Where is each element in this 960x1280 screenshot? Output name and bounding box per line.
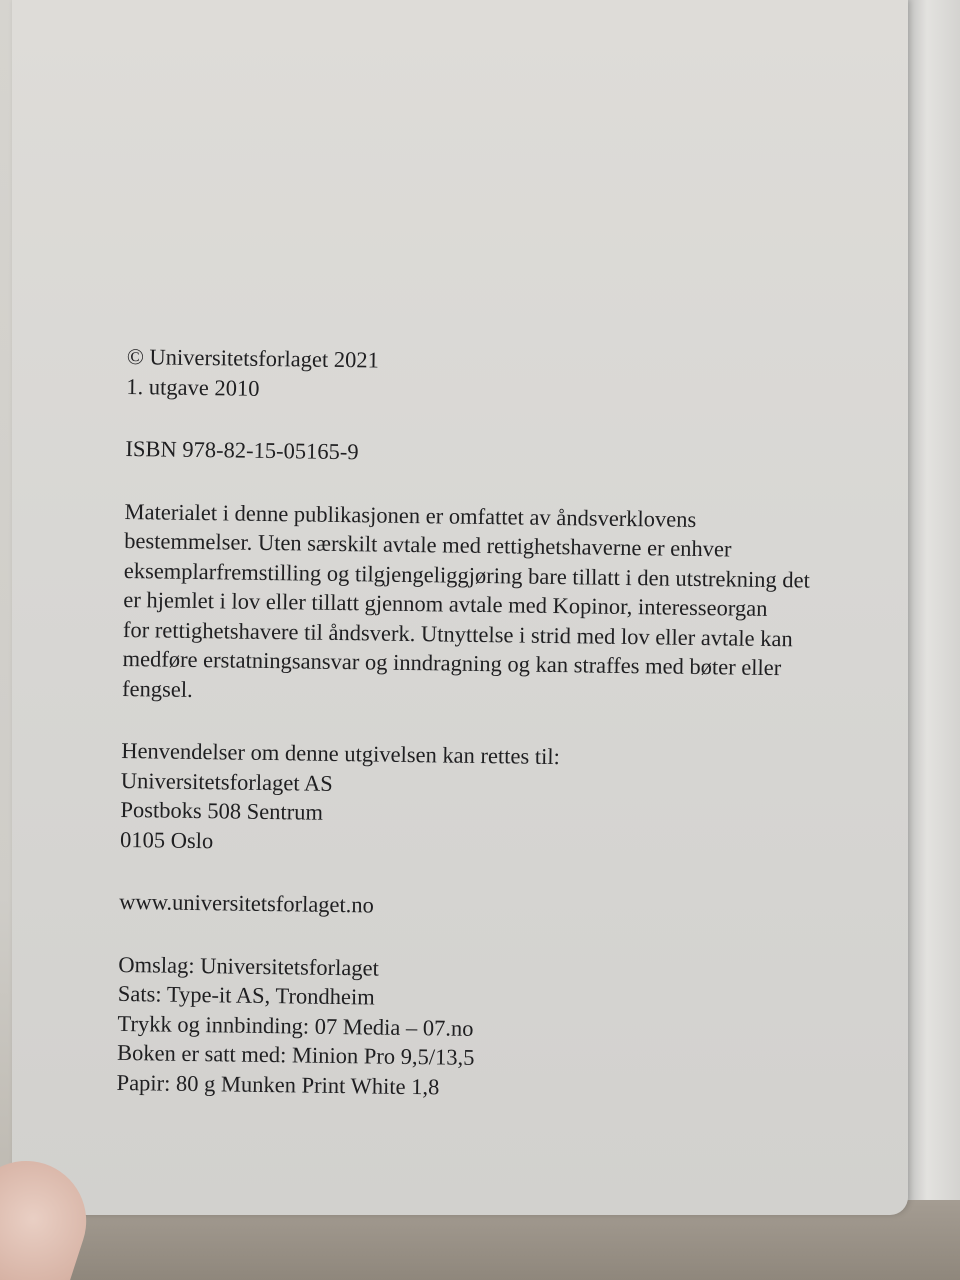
credit-line: Boken er satt med: Minion Pro 9,5/13,5	[116, 1039, 475, 1070]
credit-line: Papir: 80 g Munken Print White 1,8	[116, 1069, 440, 1099]
notice-line: fengsel.	[121, 675, 193, 702]
rights-notice	[122, 496, 865, 713]
copyright-section	[126, 342, 867, 411]
notice-line: for rettighetshavere til åndsverk. Utnyttelse i strid med lov eller avtale kan	[122, 616, 793, 651]
isbn-line: ISBN 978-82-15-05165-9	[125, 435, 359, 465]
book-page	[12, 0, 908, 1215]
contact-address	[120, 736, 862, 864]
notice-line: er hjemlet i lov eller tillatt gjennom avtale med Kopinor, interesseorgan	[123, 586, 768, 621]
edition-line: 1. utgave 2010	[126, 373, 260, 401]
postal-box: Postboks 508 Sentrum	[120, 796, 324, 825]
website-url: www.universitetsforlaget.no	[119, 888, 375, 918]
publisher-name: Universitetsforlaget AS	[120, 767, 333, 796]
colophon	[116, 342, 866, 1107]
notice-line: bestemmelser. Uten særskilt avtale med rettighetshaverne er enhver	[124, 527, 732, 562]
credit-line: Trykk og innbinding: 07 Media – 07.no	[117, 1010, 474, 1041]
next-page-edge	[905, 0, 960, 1200]
production-credits	[116, 949, 858, 1107]
notice-line: medføre erstatningsansvar og inndragning og kan straffes med bøter eller	[122, 645, 782, 681]
notice-line: Materialet i denne publikasjonen er omfattet av åndsverklovens	[124, 498, 697, 532]
credit-line: Omslag: Universitetsforlaget	[118, 951, 380, 981]
credit-line: Sats: Type-it AS, Trondheim	[117, 980, 375, 1010]
postal-city: 0105 Oslo	[119, 826, 214, 853]
contact-intro: Henvendelser om denne utgivelsen kan rettes til:	[121, 737, 561, 770]
copyright-line: © Universitetsforlaget 2021	[126, 343, 379, 373]
notice-line: eksemplarfremstilling og tilgjengeliggjøring bare tillatt i den utstrekning det	[123, 557, 811, 593]
